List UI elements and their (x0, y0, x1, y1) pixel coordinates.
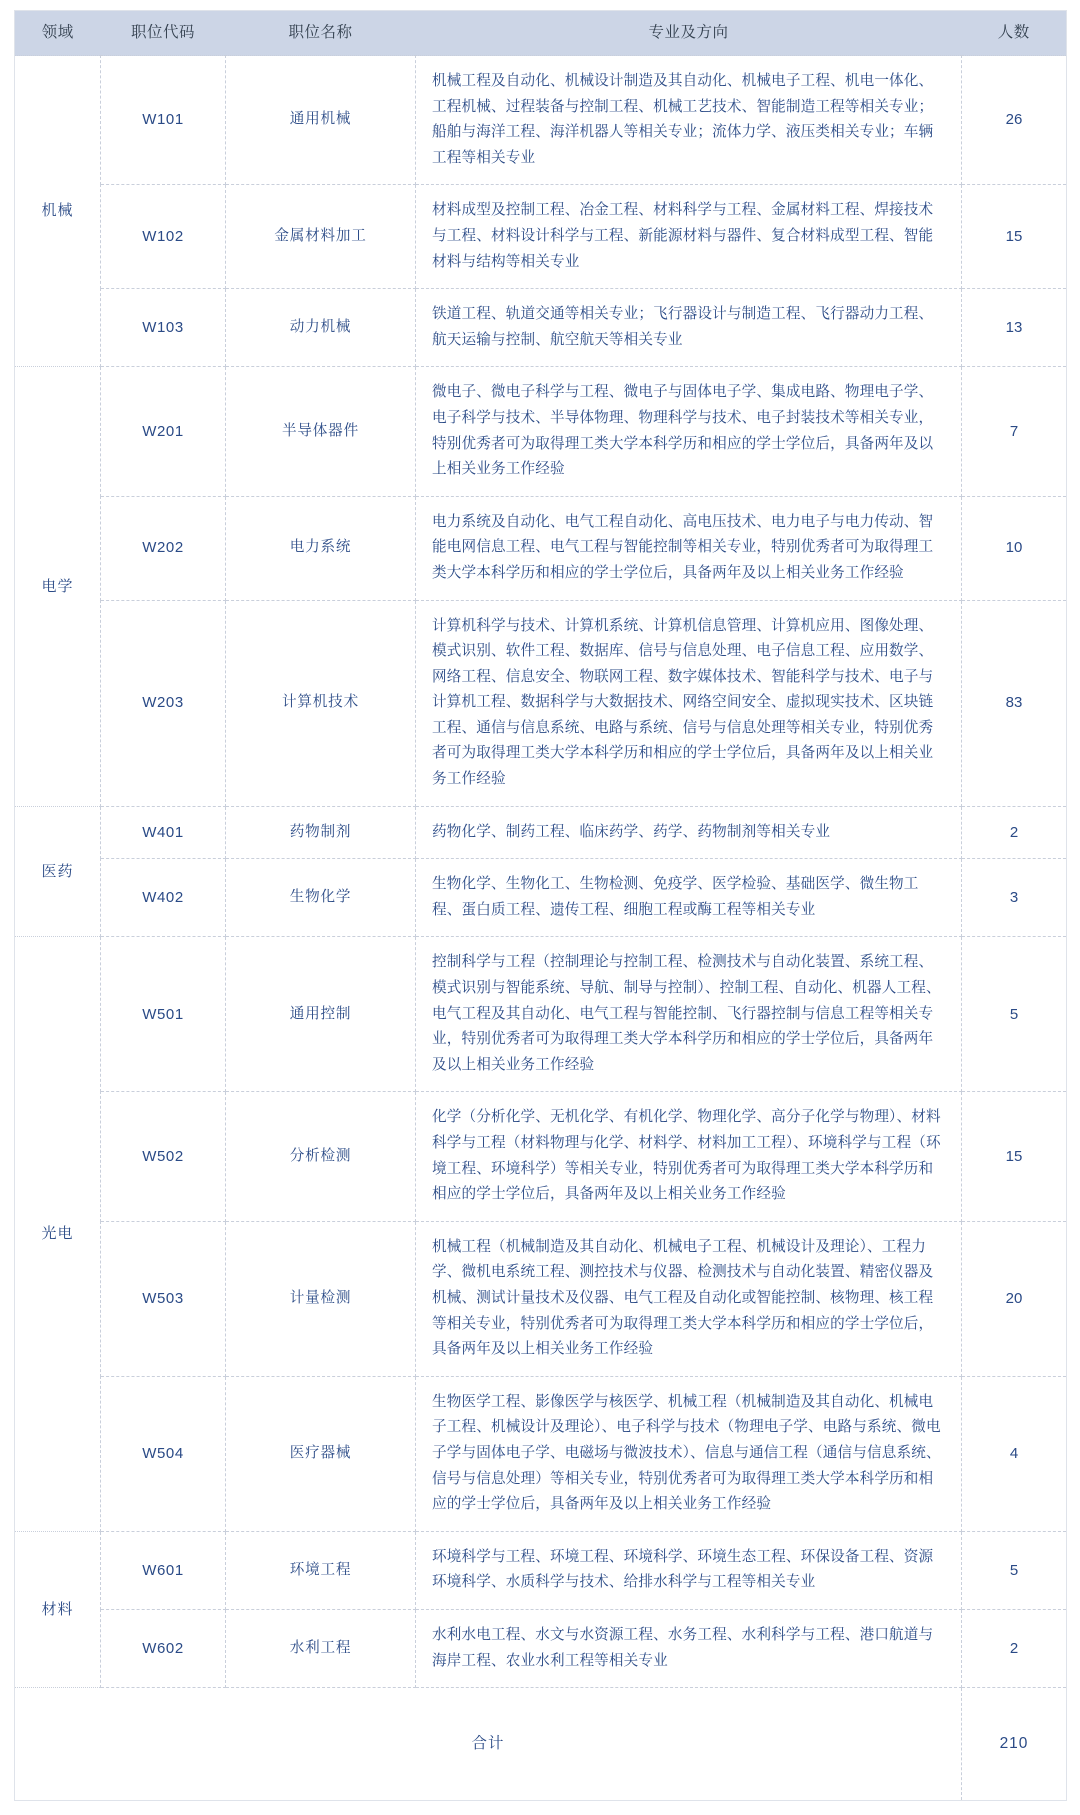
headcount-cell: 5 (962, 937, 1067, 1092)
position-code-cell: W101 (101, 56, 226, 185)
position-title-cell: 分析检测 (226, 1092, 416, 1221)
table-header (15, 11, 1067, 56)
recruitment-positions-table (14, 10, 1067, 1801)
column-header-major: 专业及方向 (416, 11, 962, 56)
table-header-row (15, 11, 1067, 56)
major-direction-cell: 药物化学、制药工程、临床药学、药学、药物制剂等相关专业 (416, 806, 962, 859)
major-direction-cell: 计算机科学与技术、计算机系统、计算机信息管理、计算机应用、图像处理、模式识别、软件工程、数据库、信号与信息处理、电子信息工程、应用数学、网络工程、信息安全、物联网工程、数字媒体技术、智能科学与技术、电子与计算机工程、数据科学与大数据技术、网络空间安全、虚拟现实技术、区块链工程、通信与信息系统、电路与系统、信号与信息处理等相关专业，特别优秀者可为取得理工类大学本科学历和相应的学士学位后，具备两年及以上相关业务工作经验 (416, 600, 962, 806)
domain-cell: 光电 (15, 937, 101, 1531)
total-value: 210 (962, 1688, 1067, 1801)
position-code-cell: W201 (101, 367, 226, 496)
major-direction-cell: 机械工程及自动化、机械设计制造及其自动化、机械电子工程、机电一体化、工程机械、过程装备与控制工程、机械工艺技术、智能制造工程等相关专业；船舶与海洋工程、海洋机器人等相关专业；流体力学、液压类相关专业；车辆工程等相关专业 (416, 56, 962, 185)
table-row (15, 1221, 1067, 1376)
position-title-cell: 电力系统 (226, 496, 416, 600)
major-direction-cell: 生物医学工程、影像医学与核医学、机械工程（机械制造及其自动化、机械电子工程、机械设计及理论）、电子科学与技术（物理电子学、电路与系统、微电子学与固体电子学、电磁场与微波技术）、信息与通信工程（通信与信息系统、信号与信息处理）等相关专业，特别优秀者可为取得理工类大学本科学历和相应的学士学位后，具备两年及以上相关业务工作经验 (416, 1376, 962, 1531)
table-row (15, 56, 1067, 185)
position-code-cell: W502 (101, 1092, 226, 1221)
position-title-cell: 水利工程 (226, 1609, 416, 1687)
position-code-cell: W203 (101, 600, 226, 806)
table-body (15, 56, 1067, 1801)
headcount-cell: 7 (962, 367, 1067, 496)
headcount-cell: 15 (962, 1092, 1067, 1221)
position-title-cell: 半导体器件 (226, 367, 416, 496)
table-row (15, 367, 1067, 496)
position-title-cell: 通用机械 (226, 56, 416, 185)
column-header-title: 职位名称 (226, 11, 416, 56)
position-code-cell: W503 (101, 1221, 226, 1376)
position-code-cell: W102 (101, 185, 226, 289)
major-direction-cell: 化学（分析化学、无机化学、有机化学、物理化学、高分子化学与物理）、材料科学与工程（材料物理与化学、材料学、材料加工工程）、环境科学与工程（环境工程、环境科学）等相关专业，特别优秀者可为取得理工类大学本科学历和相应的学士学位后，具备两年及以上相关业务工作经验 (416, 1092, 962, 1221)
position-title-cell: 计算机技术 (226, 600, 416, 806)
headcount-cell: 2 (962, 1609, 1067, 1687)
headcount-cell: 3 (962, 859, 1067, 937)
position-code-cell: W103 (101, 289, 226, 367)
position-title-cell: 金属材料加工 (226, 185, 416, 289)
position-title-cell: 药物制剂 (226, 806, 416, 859)
major-direction-cell: 电力系统及自动化、电气工程自动化、高电压技术、电力电子与电力传动、智能电网信息工程、电气工程与智能控制等相关专业，特别优秀者可为取得理工类大学本科学历和相应的学士学位后，具备两年及以上相关业务工作经验 (416, 496, 962, 600)
table-row (15, 806, 1067, 859)
major-direction-cell: 铁道工程、轨道交通等相关专业；飞行器设计与制造工程、飞行器动力工程、航天运输与控制、航空航天等相关专业 (416, 289, 962, 367)
table-row (15, 185, 1067, 289)
table-row (15, 289, 1067, 367)
position-code-cell: W402 (101, 859, 226, 937)
major-direction-cell: 控制科学与工程（控制理论与控制工程、检测技术与自动化装置、系统工程、模式识别与智能系统、导航、制导与控制）、控制工程、自动化、机器人工程、电气工程及其自动化、电气工程与智能控制、飞行器控制与信息工程等相关专业，特别优秀者可为取得理工类大学本科学历和相应的学士学位后，具备两年及以上相关业务工作经验 (416, 937, 962, 1092)
headcount-cell: 20 (962, 1221, 1067, 1376)
position-title-cell: 计量检测 (226, 1221, 416, 1376)
position-code-cell: W501 (101, 937, 226, 1092)
major-direction-cell: 微电子、微电子科学与工程、微电子与固体电子学、集成电路、物理电子学、电子科学与技术、半导体物理、物理科学与技术、电子封装技术等相关专业，特别优秀者可为取得理工类大学本科学历和相应的学士学位后，具备两年及以上相关业务工作经验 (416, 367, 962, 496)
table-row (15, 1531, 1067, 1609)
major-direction-cell: 生物化学、生物化工、生物检测、免疫学、医学检验、基础医学、微生物工程、蛋白质工程、遗传工程、细胞工程或酶工程等相关专业 (416, 859, 962, 937)
table-row (15, 1609, 1067, 1687)
total-row (15, 1688, 1067, 1801)
major-direction-cell: 环境科学与工程、环境工程、环境科学、环境生态工程、环保设备工程、资源环境科学、水质科学与技术、给排水科学与工程等相关专业 (416, 1531, 962, 1609)
position-code-cell: W401 (101, 806, 226, 859)
position-title-cell: 医疗器械 (226, 1376, 416, 1531)
headcount-cell: 83 (962, 600, 1067, 806)
table-row (15, 937, 1067, 1092)
total-label: 合计 (15, 1688, 962, 1801)
domain-cell: 机械 (15, 56, 101, 367)
headcount-cell: 2 (962, 806, 1067, 859)
position-code-cell: W602 (101, 1609, 226, 1687)
major-direction-cell: 机械工程（机械制造及其自动化、机械电子工程、机械设计及理论）、工程力学、微机电系统工程、测控技术与仪器、检测技术与自动化装置、精密仪器及机械、测试计量技术及仪器、电气工程及自动化或智能控制、核物理、核工程等相关专业，特别优秀者可为取得理工类大学本科学历和相应的学士学位后，具备两年及以上相关业务工作经验 (416, 1221, 962, 1376)
table-row (15, 496, 1067, 600)
headcount-cell: 15 (962, 185, 1067, 289)
domain-cell: 电学 (15, 367, 101, 806)
position-title-cell: 通用控制 (226, 937, 416, 1092)
column-header-domain: 领域 (15, 11, 101, 56)
column-header-count: 人数 (962, 11, 1067, 56)
position-title-cell: 环境工程 (226, 1531, 416, 1609)
position-code-cell: W601 (101, 1531, 226, 1609)
column-header-code: 职位代码 (101, 11, 226, 56)
major-direction-cell: 材料成型及控制工程、冶金工程、材料科学与工程、金属材料工程、焊接技术与工程、材料设计科学与工程、新能源材料与器件、复合材料成型工程、智能材料与结构等相关专业 (416, 185, 962, 289)
domain-cell: 材料 (15, 1531, 101, 1687)
headcount-cell: 10 (962, 496, 1067, 600)
position-code-cell: W202 (101, 496, 226, 600)
headcount-cell: 4 (962, 1376, 1067, 1531)
major-direction-cell: 水利水电工程、水文与水资源工程、水务工程、水利科学与工程、港口航道与海岸工程、农业水利工程等相关专业 (416, 1609, 962, 1687)
position-title-cell: 生物化学 (226, 859, 416, 937)
table-row (15, 859, 1067, 937)
table-row (15, 1092, 1067, 1221)
table-row (15, 600, 1067, 806)
headcount-cell: 5 (962, 1531, 1067, 1609)
headcount-cell: 13 (962, 289, 1067, 367)
domain-cell: 医药 (15, 806, 101, 937)
position-code-cell: W504 (101, 1376, 226, 1531)
position-title-cell: 动力机械 (226, 289, 416, 367)
headcount-cell: 26 (962, 56, 1067, 185)
table-row (15, 1376, 1067, 1531)
